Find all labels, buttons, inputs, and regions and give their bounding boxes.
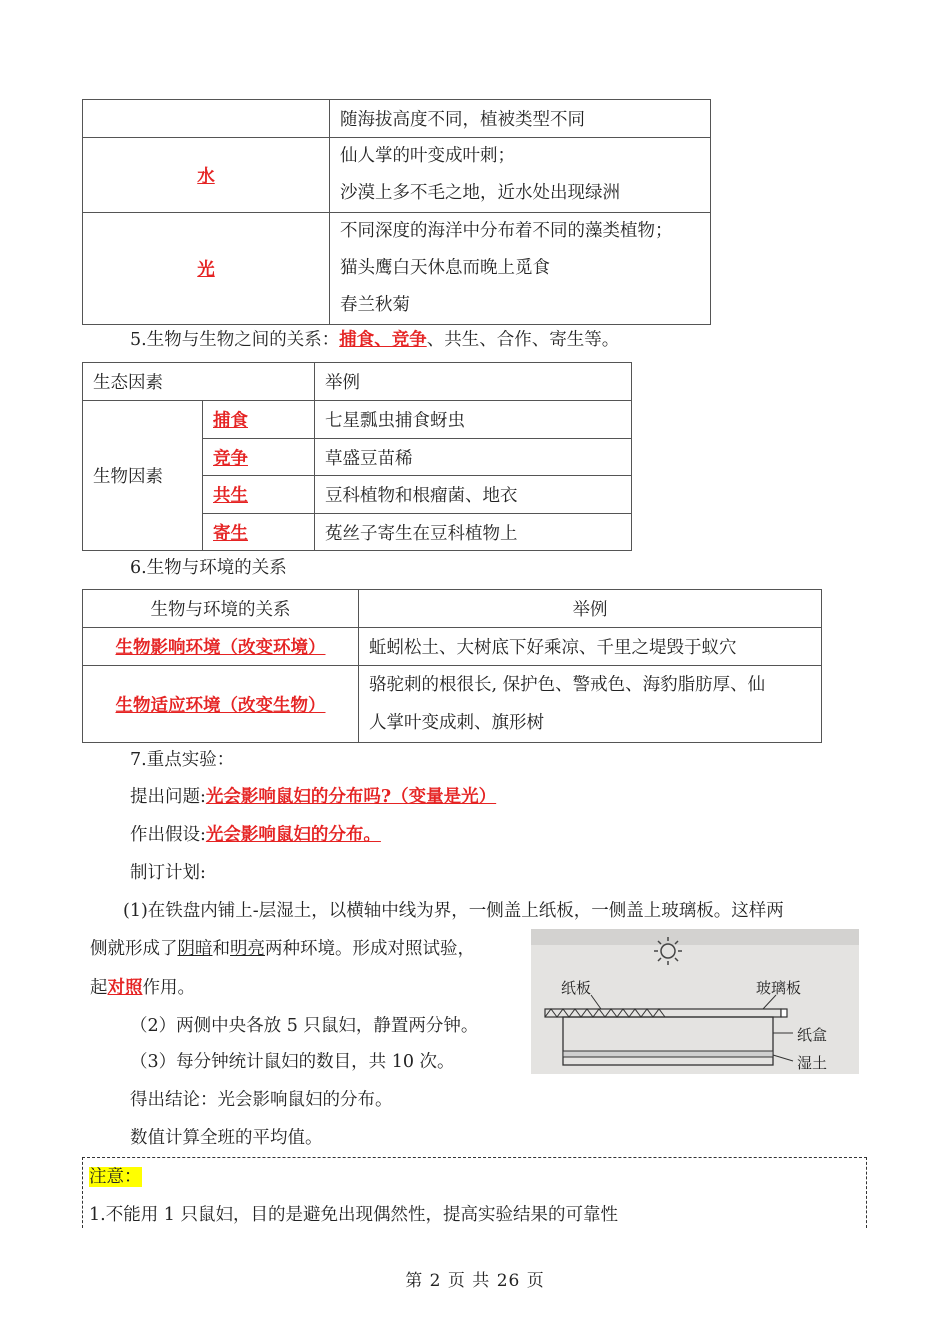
step1-line1: (1)在铁盘内铺上-层湿土，以横轴中线为界，一侧盖上纸板，一侧盖上玻璃板。这样两 [123,901,784,921]
example-cell: 不同深度的海洋中分布着不同的藻类植物； 猫头鹰白天休息而晚上觅食 春兰秋菊 [330,213,711,325]
page-footer: 第 2 页 共 26 页 [405,1271,545,1291]
section6-title: 6.生物与环境的关系 [130,558,287,578]
note-title: 注意： [89,1167,142,1187]
note-line1: 1.不能用 1 只鼠妇，目的是避免出现偶然性，提高实验结果的可靠性 [89,1205,618,1225]
label-glass: 玻璃板 [756,979,802,997]
relation-type: 共生 [203,476,315,514]
section5-line [130,326,619,351]
relation-adapt: 生物适应环境（改变生物） [83,666,359,743]
step3: （3）每分钟统计鼠妇的数目，共 10 次。 [130,1052,455,1072]
experiment-figure [531,929,859,1074]
example-cell: 随海拔高度不同，植被类型不同 [330,100,711,138]
header-example: 举例 [359,590,822,628]
hypothesis-line [130,821,381,846]
hypothesis-label: 作出假设: [130,825,206,845]
example-cell: 仙人掌的叶变成叶刺； 沙漠上多不毛之地，近水处出现绿洲 [330,138,711,213]
note-box [82,1157,867,1228]
label-box: 纸盒 [797,1026,828,1044]
step2: （2）两侧中央各放 5 只鼠妇，静置两分钟。 [130,1016,479,1036]
relation-type: 寄生 [203,514,315,551]
section5-suffix: 、共生、合作、寄生等。 [426,330,620,350]
bright-term: 明亮 [230,939,265,959]
header-factor: 生态因素 [83,363,315,401]
conclusion: 得出结论：光会影响鼠妇的分布。 [130,1090,393,1110]
environment-factor-table [82,99,711,325]
section7-title: 7.重点实验： [130,750,235,770]
relation-example: 七星瓢虫捕食蚜虫 [315,401,632,439]
section5-prefix: 5.生物与生物之间的关系： [130,330,340,350]
biotic-relation-table [82,362,632,551]
factor-water: 水 [83,138,330,213]
relation-type: 竞争 [203,439,315,476]
header-relation: 生物与环境的关系 [83,590,359,628]
relation-example: 菟丝子寄生在豆科植物上 [315,514,632,551]
control-term: 对照 [107,978,143,998]
relation-example: 草盛豆苗稀 [315,439,632,476]
plan-label: 制订计划: [130,863,206,883]
organism-environment-table [82,589,822,743]
header-example: 举例 [315,363,632,401]
average-note: 数值计算全班的平均值。 [130,1128,323,1148]
label-soil: 湿土 [797,1054,828,1072]
hypothesis-text: 光会影响鼠妇的分布。 [205,825,381,845]
relation-influence: 生物影响环境（改变环境） [83,628,359,666]
question-label: 提出问题: [130,787,206,807]
step1-line3: 起对照作用。 [90,978,195,998]
relation-example: 蚯蚓松土、大树底下好乘凉、千里之堤毁于蚁穴 [359,628,822,666]
step1-line2: 侧就形成了阴暗和明亮两种环境。形成对照试验， [90,939,475,959]
relation-type: 捕食 [203,401,315,439]
question-line [130,783,496,808]
dark-term: 阴暗 [177,939,213,959]
relation-example: 豆科植物和根瘤菌、地衣 [315,476,632,514]
relation-example: 骆驼刺的根很长, 保护色、警戒色、海豹脂肪厚、仙 人掌叶变成刺、旗形树 [359,666,822,743]
section5-highlight: 捕食、竞争 [339,330,427,350]
group-label: 生物因素 [83,401,203,551]
factor-cell [83,100,330,138]
question-text: 光会影响鼠妇的分布吗?（变量是光） [205,787,497,807]
label-paper: 纸板 [561,979,592,997]
factor-light: 光 [83,213,330,325]
